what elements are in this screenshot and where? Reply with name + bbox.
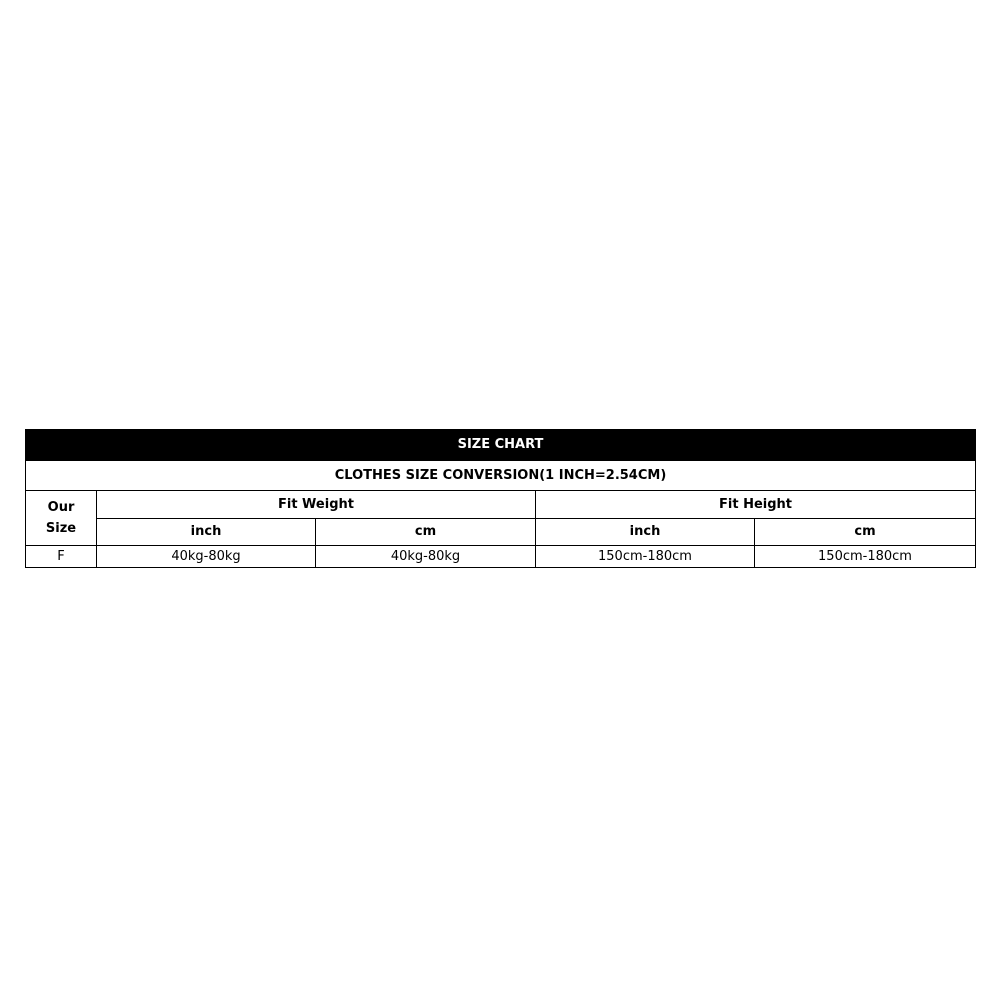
fit-height-header: Fit Height bbox=[536, 491, 976, 519]
title-row bbox=[26, 430, 976, 461]
height-cm-cell: 150cm-180cm bbox=[755, 546, 976, 568]
chart-title: SIZE CHART bbox=[26, 430, 976, 461]
our-size-header-line1: Our bbox=[47, 500, 75, 515]
unit-header-row bbox=[26, 519, 976, 546]
size-cell: F bbox=[26, 546, 97, 568]
height-inch-header: inch bbox=[536, 519, 755, 546]
fit-weight-header: Fit Weight bbox=[97, 491, 536, 519]
weight-inch-cell: 40kg-80kg bbox=[97, 546, 316, 568]
group-header-row bbox=[26, 491, 976, 519]
weight-inch-header: inch bbox=[97, 519, 316, 546]
chart-subtitle: CLOTHES SIZE CONVERSION(1 INCH=2.54CM) bbox=[26, 461, 976, 491]
size-chart-table bbox=[25, 429, 976, 568]
height-cm-header: cm bbox=[755, 519, 976, 546]
table-row bbox=[26, 546, 976, 568]
our-size-header bbox=[26, 491, 97, 546]
weight-cm-header: cm bbox=[316, 519, 536, 546]
height-inch-cell: 150cm-180cm bbox=[536, 546, 755, 568]
subtitle-row bbox=[26, 461, 976, 491]
our-size-header-line2: Size bbox=[45, 521, 77, 536]
weight-cm-cell: 40kg-80kg bbox=[316, 546, 536, 568]
